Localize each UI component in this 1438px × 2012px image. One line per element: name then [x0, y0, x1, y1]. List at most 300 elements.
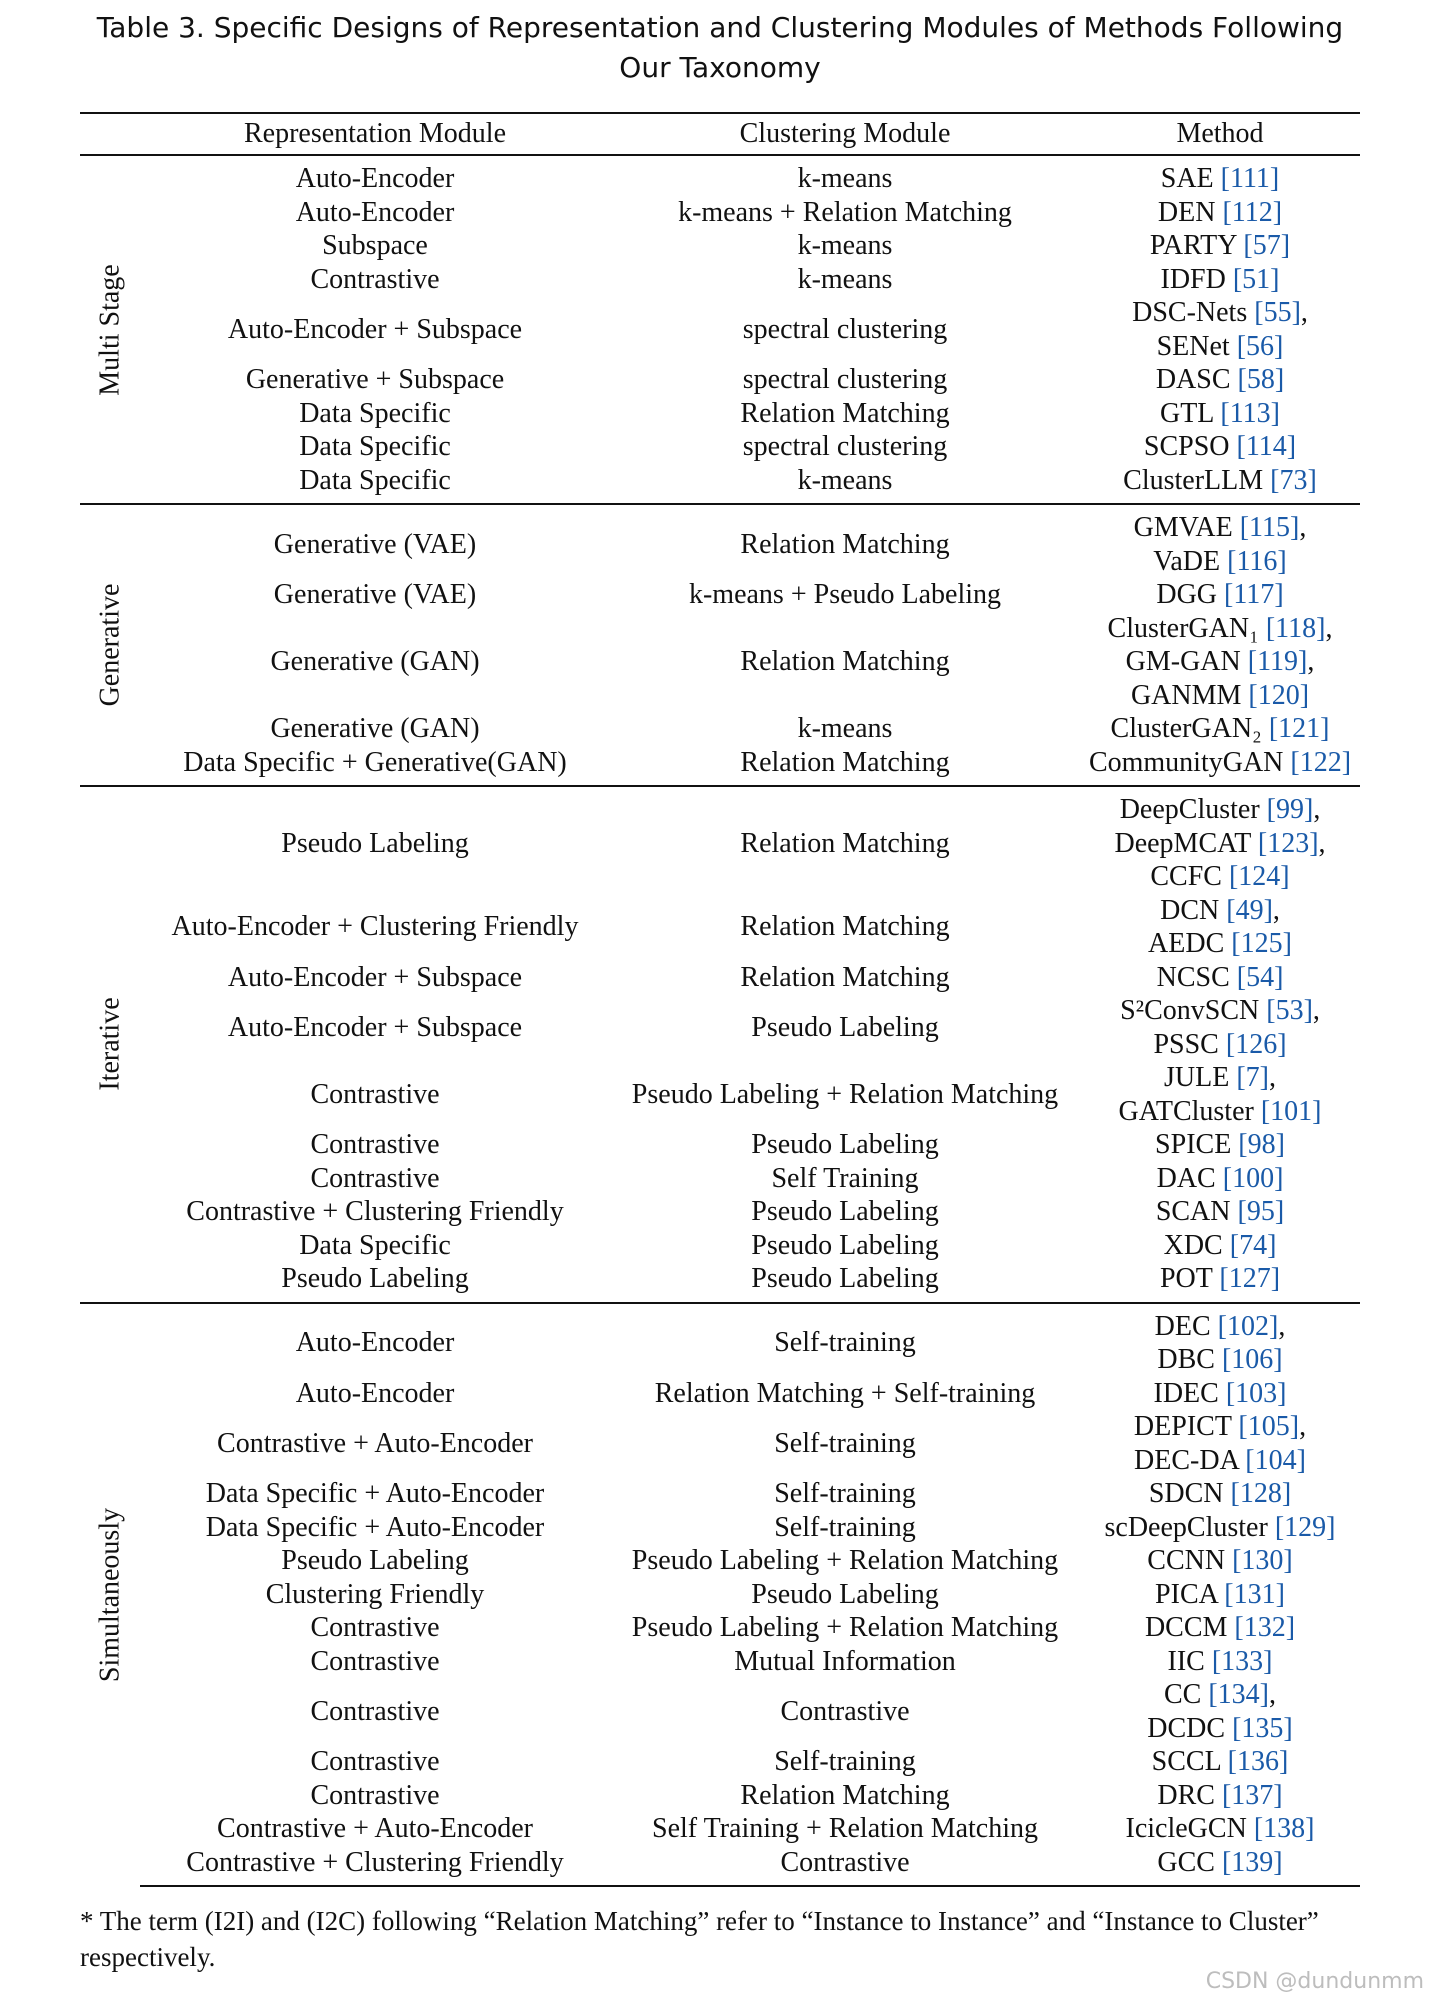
- method-name: DRC: [1157, 1779, 1215, 1811]
- citation-bracket: [: [1221, 1344, 1232, 1375]
- citation-bracket: [: [1236, 1062, 1246, 1093]
- citation-link[interactable]: 49: [1235, 894, 1264, 926]
- citation-bracket: ]: [1283, 1712, 1293, 1744]
- method-name: SENet: [1156, 330, 1230, 362]
- method-entry: [1080, 296, 1360, 330]
- citation-bracket: ]: [1305, 1813, 1315, 1844]
- table-row: [80, 296, 1360, 363]
- method-entry: [1080, 1095, 1360, 1129]
- table-row: [80, 1410, 1360, 1477]
- table-row: [80, 155, 1360, 196]
- method-entry: [1080, 894, 1360, 928]
- method-name: GTL: [1159, 397, 1214, 429]
- method-entry: [1080, 229, 1360, 263]
- citation-bracket: [: [1222, 1162, 1233, 1194]
- method-cell: [1080, 712, 1360, 746]
- table-row: [80, 196, 1360, 230]
- citation-bracket: [: [1237, 364, 1247, 395]
- citation-bracket: ]: [1270, 263, 1280, 295]
- method-name: PARTY: [1149, 230, 1237, 261]
- method-separator: ,: [1268, 1062, 1276, 1093]
- method-entry: [1080, 712, 1360, 746]
- method-cell: [1080, 1377, 1360, 1411]
- table-caption: Table 3. Specific Designs of Representation and Clustering Modules of Methods Following Our Taxonomy: [96, 11, 1344, 84]
- citation-link[interactable]: 56: [1246, 330, 1275, 362]
- group-label: [80, 786, 140, 1303]
- citation-bracket: ]: [1280, 861, 1290, 892]
- method-name: SCPSO: [1143, 431, 1230, 462]
- citation-bracket: ]: [1320, 713, 1330, 744]
- citation-link[interactable]: 105: [1247, 1411, 1290, 1442]
- citation-link[interactable]: 132: [1243, 1612, 1286, 1643]
- representation-cell: Auto-Encoder: [295, 163, 455, 194]
- citation-link[interactable]: 73: [1279, 464, 1308, 496]
- citation-bracket: ]: [1296, 1444, 1306, 1476]
- representation-cell: Data Specific + Auto-Encoder: [205, 1511, 545, 1543]
- citation-bracket: ]: [1307, 464, 1317, 496]
- citation-bracket: [: [1232, 1712, 1242, 1744]
- citation-bracket: [: [1247, 646, 1258, 677]
- clustering-cell: k-means + Relation Matching: [678, 196, 1012, 228]
- group-label-text: Iterative: [94, 997, 126, 1091]
- method-separator: ,: [1325, 612, 1333, 644]
- citation-bracket: [: [1248, 679, 1258, 711]
- method-separator: ,: [1269, 1679, 1276, 1710]
- citation-bracket: [: [1290, 746, 1300, 778]
- method-entry: [1080, 1578, 1360, 1612]
- citation-link[interactable]: 124: [1238, 861, 1281, 892]
- method-entry: [1080, 1028, 1360, 1062]
- method-entry: [1080, 263, 1360, 297]
- citation-bracket: [: [1238, 1411, 1248, 1442]
- representation-cell: Pseudo Labeling: [281, 1545, 469, 1576]
- method-name: ClusterLLM: [1123, 464, 1264, 496]
- citation-bracket: ]: [1279, 1746, 1289, 1777]
- representation-cell: Pseudo Labeling: [140, 786, 610, 894]
- clustering-cell: k-means: [797, 464, 893, 496]
- method-entry: [1080, 1779, 1360, 1813]
- method-entry: [1080, 1444, 1360, 1478]
- representation-cell: Contrastive: [310, 1695, 440, 1727]
- table-row: [80, 1779, 1360, 1813]
- citation-link[interactable]: 7: [1245, 1062, 1260, 1093]
- table-group: [80, 1303, 1360, 1887]
- representation-cell: Contrastive + Auto-Encoder: [217, 1813, 533, 1844]
- table-row: [80, 612, 1360, 713]
- table-row: [80, 1645, 1360, 1679]
- method-name: PSSC: [1153, 1028, 1219, 1060]
- table-header: [80, 113, 1360, 155]
- method-entry: [1080, 793, 1360, 827]
- method-cell: [1080, 1678, 1360, 1745]
- citation-link[interactable]: 137: [1231, 1779, 1274, 1811]
- citation-link[interactable]: 139: [1231, 1846, 1274, 1878]
- citation-link[interactable]: 138: [1263, 1813, 1306, 1844]
- citation-bracket: [: [1234, 1612, 1244, 1643]
- clustering-cell: Self-training: [774, 1511, 916, 1543]
- method-name: SPICE: [1155, 1129, 1232, 1160]
- citation-bracket: [: [1208, 1679, 1218, 1710]
- group-label: [80, 504, 140, 786]
- clustering-cell: Pseudo Labeling + Relation Matching: [631, 1545, 1059, 1576]
- taxonomy-table: [80, 112, 1360, 1887]
- citation-bracket: ]: [1269, 163, 1280, 194]
- representation-cell: Contrastive: [310, 1162, 440, 1194]
- citation-bracket: [: [1224, 579, 1234, 610]
- citation-bracket: ]: [1263, 1645, 1273, 1677]
- citation-bracket: [: [1237, 1196, 1247, 1227]
- citation-bracket: [: [1257, 827, 1268, 859]
- citation-bracket: ]: [1299, 679, 1310, 711]
- method-cell: [1080, 263, 1360, 297]
- method-cell: [1080, 1303, 1360, 1377]
- citation-bracket: [: [1253, 1813, 1264, 1844]
- citation-link[interactable]: 51: [1242, 263, 1271, 295]
- citation-link[interactable]: 113: [1229, 397, 1271, 429]
- citation-bracket: [: [1228, 861, 1239, 892]
- citation-bracket: [: [1231, 928, 1241, 959]
- table-row: [80, 1303, 1360, 1377]
- citation-link[interactable]: 112: [1231, 196, 1273, 228]
- representation-cell: Contrastive: [310, 1746, 440, 1777]
- citation-link[interactable]: 100: [1232, 1162, 1275, 1194]
- method-name: GM-GAN: [1125, 646, 1241, 677]
- clustering-cell: Contrastive: [610, 1846, 1080, 1887]
- citation-bracket: ]: [1341, 746, 1352, 778]
- method-name: DeepMCAT: [1114, 827, 1251, 859]
- citation-bracket: [: [1211, 1645, 1222, 1677]
- citation-bracket: [: [1236, 431, 1246, 462]
- method-entry: [1080, 927, 1360, 961]
- citation-link[interactable]: 133: [1221, 1645, 1264, 1677]
- method-cell: [1080, 1262, 1360, 1303]
- table-row: [80, 1061, 1360, 1128]
- clustering-cell: Pseudo Labeling + Relation Matching: [631, 1612, 1059, 1643]
- citation-link[interactable]: 74: [1239, 1229, 1268, 1261]
- method-cell: [1080, 155, 1360, 196]
- citation-link[interactable]: 53: [1275, 995, 1304, 1026]
- clustering-cell: Self-training: [610, 1303, 1080, 1377]
- representation-cell: Data Specific: [299, 431, 451, 462]
- method-cell: [1080, 786, 1360, 894]
- method-separator: ,: [1272, 894, 1280, 926]
- citation-bracket: ]: [1259, 1062, 1269, 1093]
- table-row: [80, 1578, 1360, 1612]
- method-entry: [1080, 746, 1360, 780]
- citation-bracket: ]: [1312, 1095, 1322, 1127]
- citation-bracket: ]: [1273, 1779, 1283, 1811]
- method-cell: [1080, 1846, 1360, 1887]
- method-cell: [1080, 504, 1360, 578]
- method-entry: [1080, 1611, 1360, 1645]
- table-row: [80, 712, 1360, 746]
- citation-link[interactable]: 98: [1247, 1129, 1276, 1160]
- citation-link[interactable]: 122: [1299, 746, 1342, 778]
- citation-link[interactable]: 55: [1263, 297, 1292, 328]
- citation-link[interactable]: 104: [1254, 1444, 1297, 1476]
- clustering-cell: Self Training: [771, 1162, 919, 1194]
- clustering-cell: Pseudo Labeling: [751, 1011, 939, 1043]
- table-row: [80, 961, 1360, 995]
- method-name: DBC: [1157, 1344, 1215, 1375]
- citation-link[interactable]: 121: [1278, 713, 1321, 744]
- clustering-cell: Self-training: [774, 1427, 916, 1459]
- citation-link[interactable]: 123: [1267, 827, 1310, 859]
- method-entry: [1080, 1195, 1360, 1229]
- clustering-cell: Self-training: [774, 1478, 916, 1509]
- clustering-cell: Relation Matching + Self-training: [654, 1377, 1036, 1409]
- header-clustering: Clustering Module: [610, 113, 1080, 155]
- representation-cell: Auto-Encoder + Subspace: [227, 1011, 523, 1043]
- citation-link[interactable]: 58: [1246, 364, 1275, 395]
- clustering-cell: Relation Matching: [740, 746, 950, 778]
- method-separator: ,: [1299, 1411, 1307, 1442]
- method-name: DEC: [1154, 1310, 1211, 1342]
- citation-bracket: ]: [1270, 1263, 1281, 1294]
- method-cell: [1080, 464, 1360, 505]
- citation-link[interactable]: 129: [1284, 1511, 1327, 1543]
- method-name: CC: [1163, 1679, 1202, 1710]
- method-separator: ,: [1307, 646, 1315, 677]
- method-cell: [1080, 1229, 1360, 1263]
- table-row: [80, 1477, 1360, 1511]
- citation-bracket: [: [1219, 1263, 1229, 1294]
- citation-link[interactable]: 106: [1231, 1344, 1274, 1375]
- citation-link[interactable]: 101: [1270, 1095, 1313, 1127]
- citation-bracket: ]: [1298, 646, 1308, 677]
- clustering-cell: Relation Matching: [740, 1779, 950, 1811]
- citation-bracket: [: [1227, 545, 1237, 577]
- group-label-text: Multi Stage: [94, 263, 126, 396]
- citation-link[interactable]: 115: [1249, 512, 1291, 543]
- method-entry: [1080, 397, 1360, 431]
- citation-bracket: [: [1230, 1478, 1240, 1509]
- table-row: [80, 746, 1360, 787]
- method-name: S²ConvSCN: [1120, 995, 1260, 1026]
- citation-bracket: ]: [1316, 612, 1326, 644]
- method-entry: [1080, 994, 1360, 1028]
- table-row: [80, 1128, 1360, 1162]
- representation-cell: Auto-Encoder: [295, 196, 455, 228]
- citation-link[interactable]: 136: [1237, 1746, 1279, 1777]
- citation-link[interactable]: 57: [1252, 230, 1281, 261]
- method-separator: ,: [1318, 827, 1326, 859]
- citation-link[interactable]: 130: [1241, 1545, 1284, 1576]
- citation-bracket: ]: [1291, 297, 1301, 328]
- method-entry: [1080, 1410, 1360, 1444]
- citation-link[interactable]: 120: [1257, 679, 1300, 711]
- citation-link[interactable]: 119: [1257, 646, 1299, 677]
- clustering-cell: spectral clustering: [742, 364, 948, 395]
- table-row: [80, 578, 1360, 612]
- citation-bracket: ]: [1274, 1162, 1284, 1194]
- method-name: POT: [1159, 1263, 1213, 1294]
- citation-link[interactable]: 131: [1233, 1578, 1276, 1610]
- method-cell: [1080, 1812, 1360, 1846]
- method-entry: [1080, 1377, 1360, 1411]
- citation-link[interactable]: 125: [1240, 928, 1283, 959]
- method-cell: [1080, 994, 1360, 1061]
- citation-bracket: [: [1236, 961, 1247, 993]
- citation-link[interactable]: 111: [1229, 163, 1270, 194]
- method-cell: [1080, 1061, 1360, 1128]
- citation-bracket: ]: [1277, 1028, 1287, 1060]
- representation-cell: Auto-Encoder + Subspace: [227, 313, 523, 345]
- citation-bracket: [: [1220, 163, 1230, 194]
- citation-link[interactable]: 99: [1275, 794, 1304, 825]
- citation-bracket: ]: [1274, 1196, 1285, 1227]
- clustering-cell: Pseudo Labeling + Relation Matching: [631, 1078, 1059, 1110]
- method-entry: [1080, 578, 1360, 612]
- citation-bracket: [: [1243, 230, 1253, 261]
- clustering-cell: Pseudo Labeling: [751, 1129, 939, 1160]
- citation-link[interactable]: 135: [1241, 1712, 1284, 1744]
- representation-cell: Generative (GAN): [270, 646, 480, 677]
- citation-bracket: [: [1225, 1377, 1236, 1409]
- table-row: [80, 1812, 1360, 1846]
- method-entry: [1080, 827, 1360, 861]
- table-row: [80, 894, 1360, 961]
- citation-link[interactable]: 102: [1227, 1310, 1269, 1342]
- method-name: DeepCluster: [1119, 794, 1260, 825]
- representation-cell: Auto-Encoder: [295, 1377, 455, 1409]
- method-entry: [1080, 1477, 1360, 1511]
- representation-cell: Contrastive: [310, 1078, 440, 1110]
- method-cell: [1080, 1410, 1360, 1477]
- table-row: [80, 1195, 1360, 1229]
- method-entry: [1080, 545, 1360, 579]
- table-row: [80, 1745, 1360, 1779]
- method-cell: [1080, 1611, 1360, 1645]
- method-entry: [1080, 1645, 1360, 1679]
- method-entry: [1080, 1061, 1360, 1095]
- method-cell: [1080, 1477, 1360, 1511]
- method-name: GMVAE: [1133, 512, 1233, 543]
- method-name: ClusterGAN₂: [1110, 713, 1262, 744]
- clustering-cell: Pseudo Labeling: [751, 1196, 939, 1227]
- citation-bracket: [: [1236, 330, 1247, 362]
- method-entry: [1080, 1544, 1360, 1578]
- citation-link[interactable]: 126: [1235, 1028, 1278, 1060]
- watermark: CSDN @dundunmm: [1205, 1969, 1424, 1994]
- representation-cell: Generative (GAN): [270, 713, 480, 744]
- representation-cell: Generative + Subspace: [245, 364, 505, 395]
- method-name: DCCM: [1144, 1612, 1228, 1643]
- method-cell: [1080, 1645, 1360, 1679]
- method-entry: [1080, 363, 1360, 397]
- table-row: [80, 464, 1360, 505]
- method-entry: [1080, 162, 1360, 196]
- representation-cell: Clustering Friendly: [265, 1578, 485, 1610]
- clustering-cell: Pseudo Labeling: [751, 1263, 939, 1294]
- citation-bracket: ]: [1309, 827, 1319, 859]
- citation-bracket: ]: [1282, 928, 1292, 959]
- representation-cell: Pseudo Labeling: [281, 1263, 469, 1294]
- citation-link[interactable]: 128: [1239, 1478, 1282, 1509]
- citation-bracket: ]: [1273, 1846, 1283, 1878]
- method-cell: [1080, 746, 1360, 787]
- citation-bracket: [: [1221, 1846, 1232, 1878]
- citation-link[interactable]: 103: [1235, 1377, 1278, 1409]
- citation-bracket: ]: [1274, 364, 1285, 395]
- clustering-cell: Mutual Information: [734, 1645, 956, 1677]
- representation-cell: Contrastive + Clustering Friendly: [140, 1846, 610, 1887]
- clustering-cell: k-means: [797, 230, 893, 261]
- method-separator: ,: [1312, 995, 1320, 1026]
- method-entry: [1080, 1262, 1360, 1296]
- method-entry: [1080, 1745, 1360, 1779]
- method-cell: [1080, 196, 1360, 230]
- clustering-cell: k-means + Pseudo Labeling: [688, 579, 1002, 610]
- citation-bracket: ]: [1259, 1679, 1269, 1710]
- method-name: GANMM: [1130, 679, 1242, 711]
- method-name: IDFD: [1160, 263, 1226, 295]
- method-name: DEN: [1157, 196, 1216, 228]
- citation-bracket: ]: [1277, 1377, 1287, 1409]
- citation-bracket: [: [1229, 1229, 1240, 1261]
- method-name: NCSC: [1156, 961, 1230, 993]
- method-entry: [1080, 1678, 1360, 1712]
- citation-bracket: ]: [1267, 1229, 1277, 1261]
- clustering-cell: spectral clustering: [742, 313, 948, 345]
- citation-bracket: ]: [1275, 1578, 1285, 1610]
- citation-link[interactable]: 127: [1228, 1263, 1271, 1294]
- method-name: IIC: [1167, 1645, 1205, 1677]
- clustering-cell: k-means: [797, 713, 893, 744]
- method-name: GCC: [1157, 1846, 1215, 1878]
- table-group: [80, 155, 1360, 504]
- citation-link[interactable]: 116: [1236, 545, 1278, 577]
- representation-cell: Auto-Encoder + Clustering Friendly: [171, 911, 579, 943]
- group-label-text: Simultaneously: [94, 1507, 126, 1682]
- citation-bracket: ]: [1270, 397, 1280, 429]
- method-entry: [1080, 330, 1360, 364]
- representation-cell: Generative (VAE): [273, 579, 477, 610]
- citation-link[interactable]: 117: [1233, 579, 1275, 610]
- method-name: SCAN: [1155, 1196, 1231, 1227]
- table-footnote: * The term (I2I) and (I2C) following “Relation Matching” refer to “Instance to Instance” and “Instance to Cluster” respectively.: [80, 1906, 1319, 1972]
- citation-bracket: [: [1266, 995, 1276, 1026]
- representation-cell: Data Specific: [299, 1229, 451, 1261]
- citation-link[interactable]: 134: [1217, 1679, 1260, 1710]
- citation-link[interactable]: 95: [1246, 1196, 1275, 1227]
- citation-bracket: ]: [1277, 545, 1287, 577]
- citation-link[interactable]: 114: [1245, 431, 1287, 462]
- clustering-cell: Pseudo Labeling: [751, 1229, 939, 1261]
- citation-bracket: ]: [1274, 961, 1284, 993]
- method-cell: [1080, 612, 1360, 713]
- citation-bracket: [: [1232, 263, 1243, 295]
- citation-bracket: [: [1260, 1095, 1271, 1127]
- clustering-cell: Relation Matching: [740, 961, 950, 993]
- clustering-cell: spectral clustering: [742, 431, 948, 462]
- method-entry: [1080, 1511, 1360, 1545]
- method-name: PICA: [1155, 1578, 1218, 1610]
- method-name: VaDE: [1153, 545, 1221, 577]
- citation-link[interactable]: 54: [1246, 961, 1275, 993]
- method-name: DASC: [1155, 364, 1231, 395]
- method-name: XDC: [1163, 1229, 1223, 1261]
- method-name: IcicleGCN: [1125, 1813, 1247, 1844]
- citation-bracket: [: [1254, 297, 1264, 328]
- citation-bracket: ]: [1303, 995, 1313, 1026]
- representation-cell: Contrastive: [310, 1645, 440, 1677]
- citation-link[interactable]: 118: [1275, 612, 1317, 644]
- method-name: DSC-Nets: [1132, 297, 1248, 328]
- method-entry: [1080, 1712, 1360, 1746]
- citation-bracket: [: [1270, 464, 1280, 496]
- clustering-cell: Relation Matching: [740, 646, 950, 677]
